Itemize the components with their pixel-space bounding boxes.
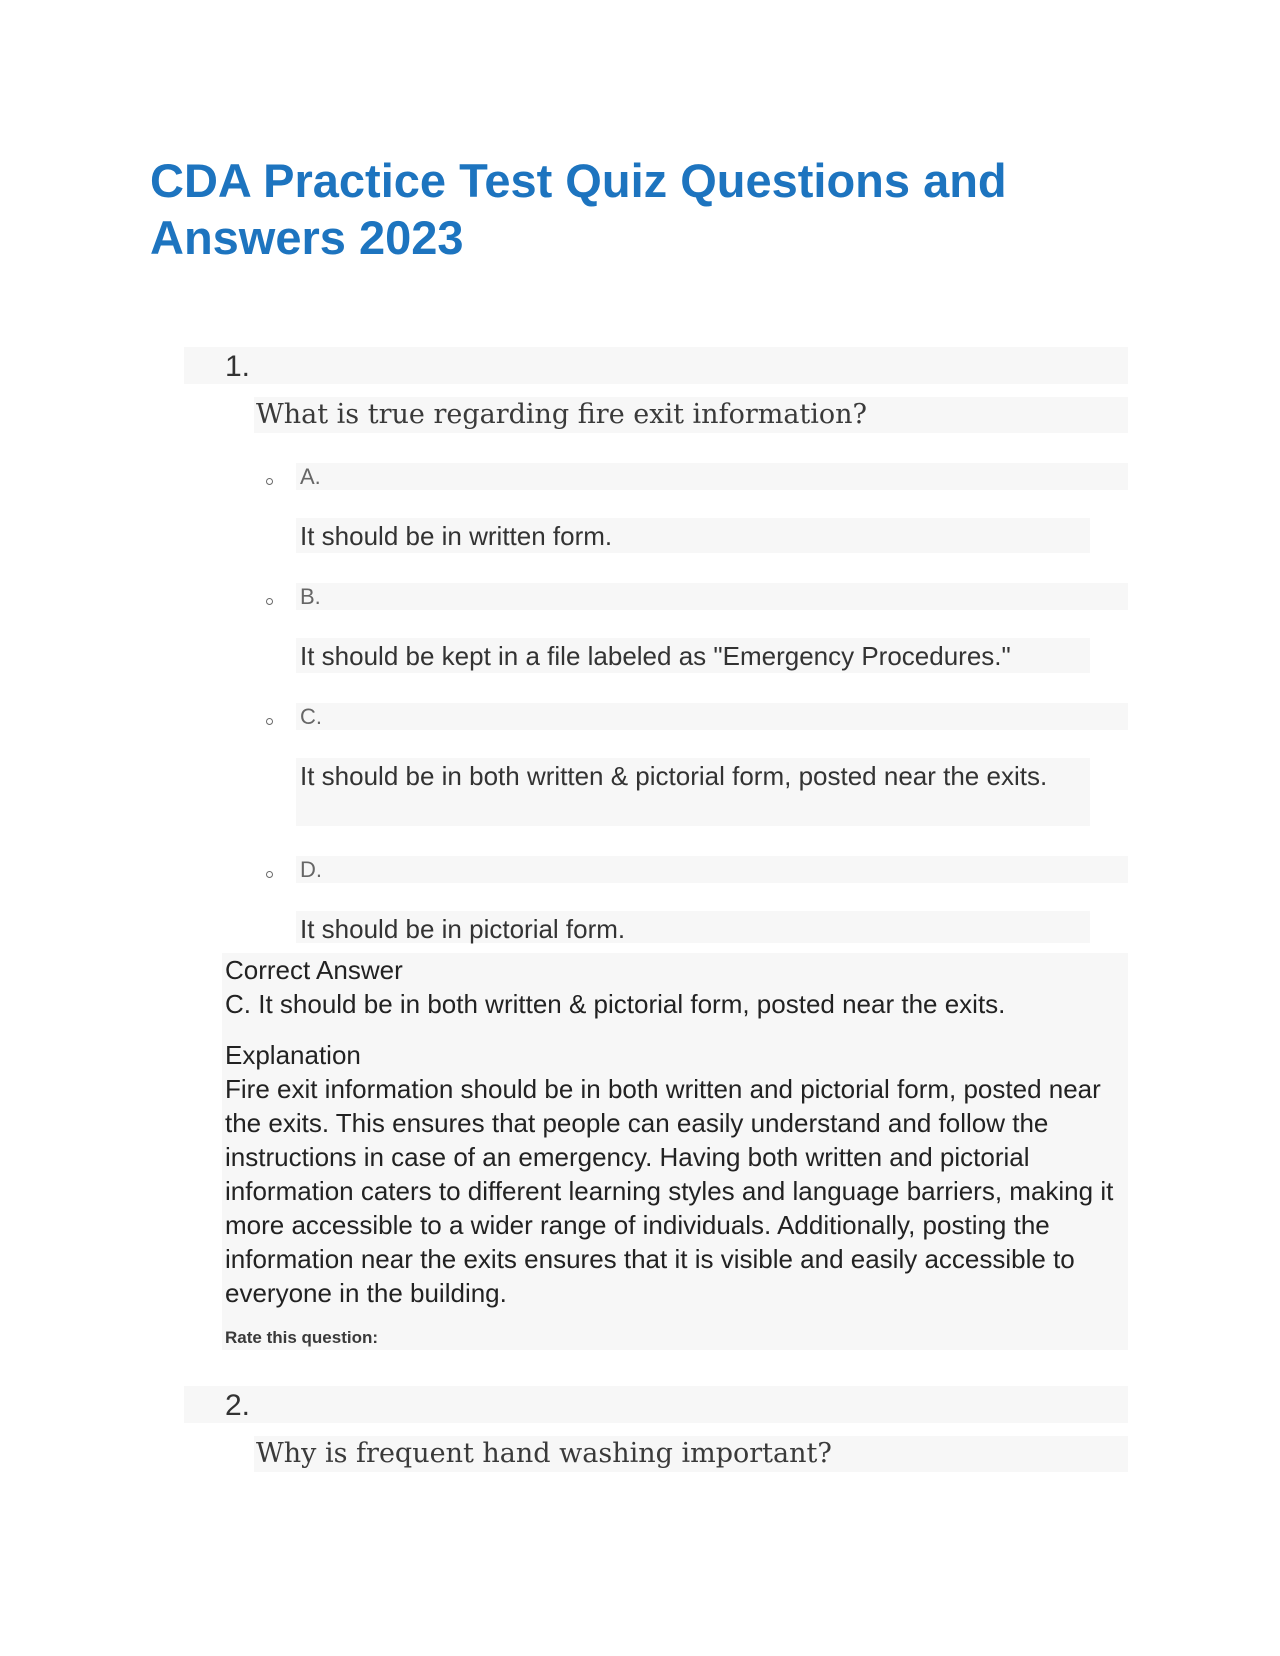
question-number-row [184,1386,1128,1423]
option-letter-row [296,463,1128,490]
option-text: It should be in written form. [300,521,613,551]
circle-bullet-icon [266,598,273,605]
option-letter-row [296,583,1128,610]
option-letter: B. [300,584,321,609]
question-number: 1. [225,350,251,383]
question-text: What is true regarding fire exit information? [256,399,868,430]
circle-bullet-icon [266,871,273,878]
option-letter-row [296,856,1128,883]
question-number: 2. [225,1389,251,1422]
circle-bullet-icon [266,478,273,485]
option-text: It should be kept in a file labeled as "Emergency Procedures." [300,641,1011,671]
option-letter: A. [300,464,321,489]
option-letter-row [296,703,1128,730]
option-letter: C. [300,704,322,729]
option-text: It should be in both written & pictorial form, posted near the exits. [300,761,1048,791]
correct-answer-value: C. It should be in both written & pictorial form, posted near the exits. [225,989,1006,1019]
option-text: It should be in pictorial form. [300,914,626,944]
rate-question-label: Rate this question: [225,1328,379,1347]
explanation-text: Fire exit information should be in both written and pictorial form, posted near the exits. This ensures that people can easily understand and follow the instructions in case of an emergency. Having both written and pictorial information caters to different learning styles and language barriers, making it more accessible to a wider range of individuals. Additionally, posting the information near the exits ensures that it is visible and easily accessible to everyone in the building. [225,1074,1114,1308]
circle-bullet-icon [266,718,273,725]
question-number-row [184,347,1128,384]
option-letter: D. [300,857,322,882]
correct-answer-label: Correct Answer [225,955,403,985]
question-text: Why is frequent hand washing important? [256,1438,832,1469]
explanation-label: Explanation [225,1040,361,1070]
page-title: CDA Practice Test Quiz Questions and Answers 2023 [150,154,1007,264]
